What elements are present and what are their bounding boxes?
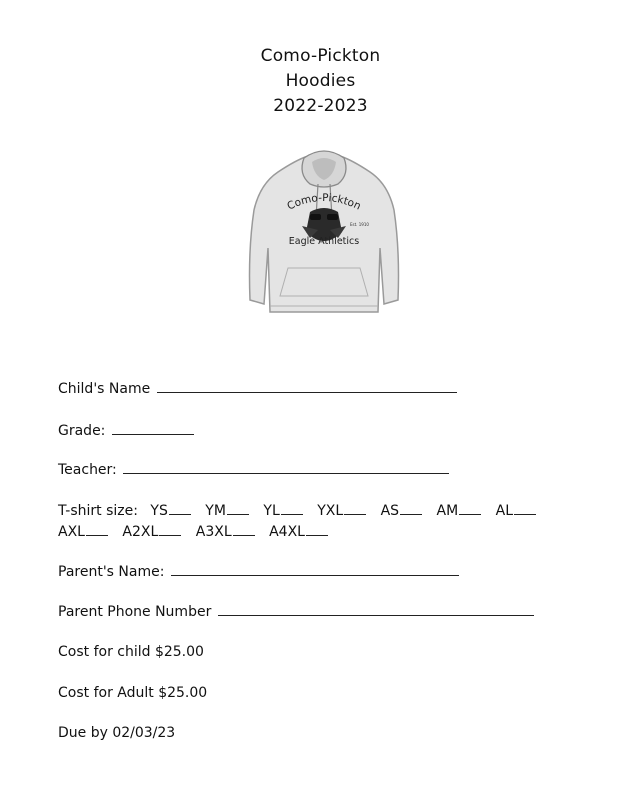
teacher-field (58, 459, 449, 480)
size-option[interactable]: AS (381, 500, 422, 521)
size-option[interactable]: AM (437, 500, 482, 521)
size-row-2 (58, 521, 546, 542)
child-name-field (58, 378, 457, 399)
hoodie-print-small: Est. 1910 (350, 222, 369, 227)
grade-blank[interactable] (112, 420, 194, 435)
parent-name-label: Parent's Name: (58, 564, 165, 580)
child-name-label: Child's Name (58, 381, 151, 397)
due-date-text: Due by 02/03/23 (58, 725, 176, 741)
parent-name-field (58, 561, 459, 582)
title-block (0, 44, 641, 119)
tshirt-size-field (58, 500, 546, 542)
teacher-blank[interactable] (123, 459, 449, 474)
hoodie-print-top: Como-Pickton (285, 191, 363, 213)
size-option[interactable]: A3XL (196, 521, 255, 542)
cost-adult-text: Cost for Adult $25.00 (58, 685, 208, 701)
grade-field (58, 420, 194, 441)
size-option[interactable]: YM (205, 500, 249, 521)
parent-name-blank[interactable] (171, 561, 459, 576)
hoodie-image (238, 140, 410, 318)
school-title: Como-Pickton (260, 46, 381, 66)
year-title: 2022-2023 (273, 96, 368, 116)
grade-label: Grade: (58, 423, 106, 439)
size-row-1 (58, 500, 546, 521)
parent-phone-field (58, 601, 534, 622)
size-option[interactable]: AL (496, 500, 536, 521)
cost-child-text: Cost for child $25.00 (58, 644, 204, 660)
size-option[interactable]: YXL (317, 500, 366, 521)
parent-phone-label: Parent Phone Number (58, 604, 212, 620)
size-option[interactable]: AXL (58, 521, 108, 542)
size-option[interactable]: A2XL (122, 521, 181, 542)
tshirt-size-label: T-shirt size: (58, 503, 138, 519)
size-option[interactable]: YS (150, 500, 190, 521)
item-title: Hoodies (285, 71, 356, 91)
teacher-label: Teacher: (58, 462, 117, 478)
hoodie-print-bottom: Eagle Athletics (288, 236, 360, 247)
parent-phone-blank[interactable] (218, 601, 534, 616)
size-option[interactable]: YL (263, 500, 302, 521)
child-name-blank[interactable] (157, 378, 457, 393)
size-option[interactable]: A4XL (269, 521, 328, 542)
